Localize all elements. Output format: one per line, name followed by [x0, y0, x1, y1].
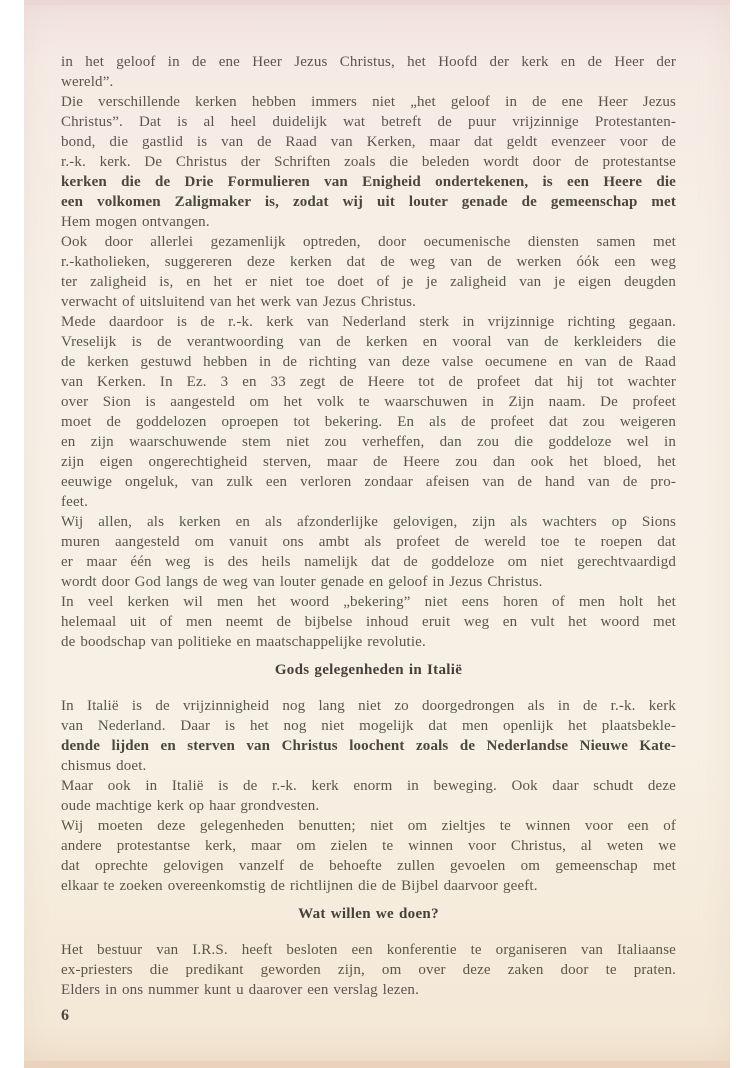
text-line: Vreselijk is de verantwoording van de kerken en vooral van de kerkleiders die	[61, 334, 676, 350]
text-line: ex-priesters die predikant geworden zijn, om over deze zaken door te praten.	[61, 962, 676, 978]
text-line: in het geloof in de ene Heer Jezus Christus, het Hoofd der kerk en de Heer der	[61, 54, 676, 70]
paragraph	[61, 312, 676, 512]
text-line: wereld”.	[61, 74, 114, 90]
text-line: r.-k. kerk. De Christus der Schriften zoals die beleden wordt door de protestantse	[61, 154, 676, 170]
paragraph	[61, 816, 676, 896]
text-line: moet de goddelozen oproepen tot bekering. En als de profeet dat zou weigeren	[61, 414, 676, 430]
text-line: ter zaligheid is, en het er niet toe doet of je je zaligheid van je eigen deugden	[61, 274, 676, 290]
text-line: de boodschap van politieke en maatschappelijke revolutie.	[61, 634, 426, 650]
text-line: andere protestantse kerk, maar om zielen te winnen voor Christus, al weten we	[61, 838, 676, 854]
text-line: dende lijden en sterven van Christus loochent zoals de Nederlandse Nieuwe Kate-	[61, 738, 676, 754]
text-line: een volkomen Zaligmaker is, zodat wij uit louter genade de gemeenschap met	[61, 194, 676, 210]
text-line: Ook door allerlei gezamenlijk optreden, door oecumenische diensten samen met	[61, 234, 676, 250]
paragraph	[61, 92, 676, 232]
paragraph	[61, 52, 676, 92]
text-line: verwacht of uitsluitend van het werk van Jezus Christus.	[61, 294, 417, 310]
text-line: elkaar te zoeken overeenkomstig de richtlijnen die de Bijbel daarvoor geeft.	[61, 878, 538, 894]
paragraph	[61, 592, 676, 652]
section-heading: Gods gelegenheden in Italië	[274, 662, 463, 678]
text-line: dat oprechte gelovigen vanzelf de behoefte zullen gevoelen om gemeenschap met	[61, 858, 676, 874]
text-line: Mede daardoor is de r.-k. kerk van Nederland sterk in vrijzinnige richting gegaan.	[61, 314, 676, 330]
text-line: bond, die gastlid is van de Raad van Kerken, maar dat geldt evenzeer voor de	[61, 134, 676, 150]
paragraph	[61, 232, 676, 312]
text-line: Maar ook in Italië is de r.-k. kerk enorm in beweging. Ook daar schudt deze	[61, 778, 676, 794]
text-line: Wij allen, als kerken en als afzonderlijke gelovigen, zijn als wachters op Sions	[61, 514, 676, 530]
paragraph	[61, 940, 676, 1000]
paragraph	[61, 696, 676, 776]
text-line: feet.	[61, 494, 88, 510]
text-line: van Nederland. Daar is het nog niet mogelijk dat men openlijk het plaatsbekle-	[61, 718, 676, 734]
text-line: er maar één weg is des heils namelijk dat de goddeloze om niet gerechtvaardigd	[61, 554, 676, 570]
page-top-edge	[24, 0, 730, 5]
text-line: de kerken gestuwd hebben in de richting van deze valse oecumene en van de Raad	[61, 354, 676, 370]
text-line: Die verschillende kerken hebben immers niet „het geloof in de ene Heer Jezus	[61, 94, 676, 110]
page-bottom-edge	[24, 1061, 730, 1068]
paragraph	[61, 776, 676, 816]
text-line: r.-katholieken, suggereren deze kerken dat de weg van de werken óók een weg	[61, 254, 676, 270]
text-line: muren aangesteld om vanuit ons ambt als profeet de wereld toe te roepen dat	[61, 534, 676, 550]
text-line: In veel kerken wil men het woord „bekering” niet eens horen of men holt het	[61, 594, 676, 610]
paragraph	[61, 512, 676, 592]
text-line: Wij moeten deze gelegenheden benutten; niet om zieltjes te winnen voor een of	[61, 818, 676, 834]
document-page	[24, 0, 730, 1068]
text-line: van Kerken. In Ez. 3 en 33 zegt de Heere tot de profeet dat hij tot wachter	[61, 374, 676, 390]
page-number: 6	[61, 1007, 70, 1024]
text-line: Christus”. Dat is al heel duidelijk wat betreft de puur vrijzinnige Protestanten-	[61, 114, 676, 130]
text-line: oude machtige kerk op haar grondvesten.	[61, 798, 320, 814]
text-line: helemaal uit of men neemt de bijbelse inhoud eruit weg en vult het woord met	[61, 614, 676, 630]
section-heading: Wat willen we doen?	[298, 906, 439, 922]
text-line: In Italië is de vrijzinnigheid nog lang niet zo doorgedrongen als in de r.-k. kerk	[61, 698, 676, 714]
text-line: en zijn waarschuwende stem niet zou verheffen, dan zou die goddeloze wel in	[61, 434, 676, 450]
text-line: kerken die de Drie Formulieren van Enigheid ondertekenen, is een Heere die	[61, 174, 676, 190]
text-line: wordt door God langs de weg van louter genade en geloof in Jezus Christus.	[61, 574, 543, 590]
text-line: over Sion is aangesteld om het volk te waarschuwen in Zijn naam. De profeet	[61, 394, 676, 410]
text-column	[61, 52, 676, 1025]
text-line: eeuwige ongeluk, van zulk een verloren zondaar afeisen van de hand van de pro-	[61, 474, 676, 490]
text-line: chismus doet.	[61, 758, 147, 774]
text-line: Hem mogen ontvangen.	[61, 214, 210, 230]
text-line: Het bestuur van I.R.S. heeft besloten een konferentie te organiseren van Italiaanse	[61, 942, 676, 958]
text-line: Elders in ons nummer kunt u daarover een verslag lezen.	[61, 982, 419, 998]
text-line: zijn eigen ongerechtigheid sterven, maar de Heere zou dan ook het bloed, het	[61, 454, 676, 470]
